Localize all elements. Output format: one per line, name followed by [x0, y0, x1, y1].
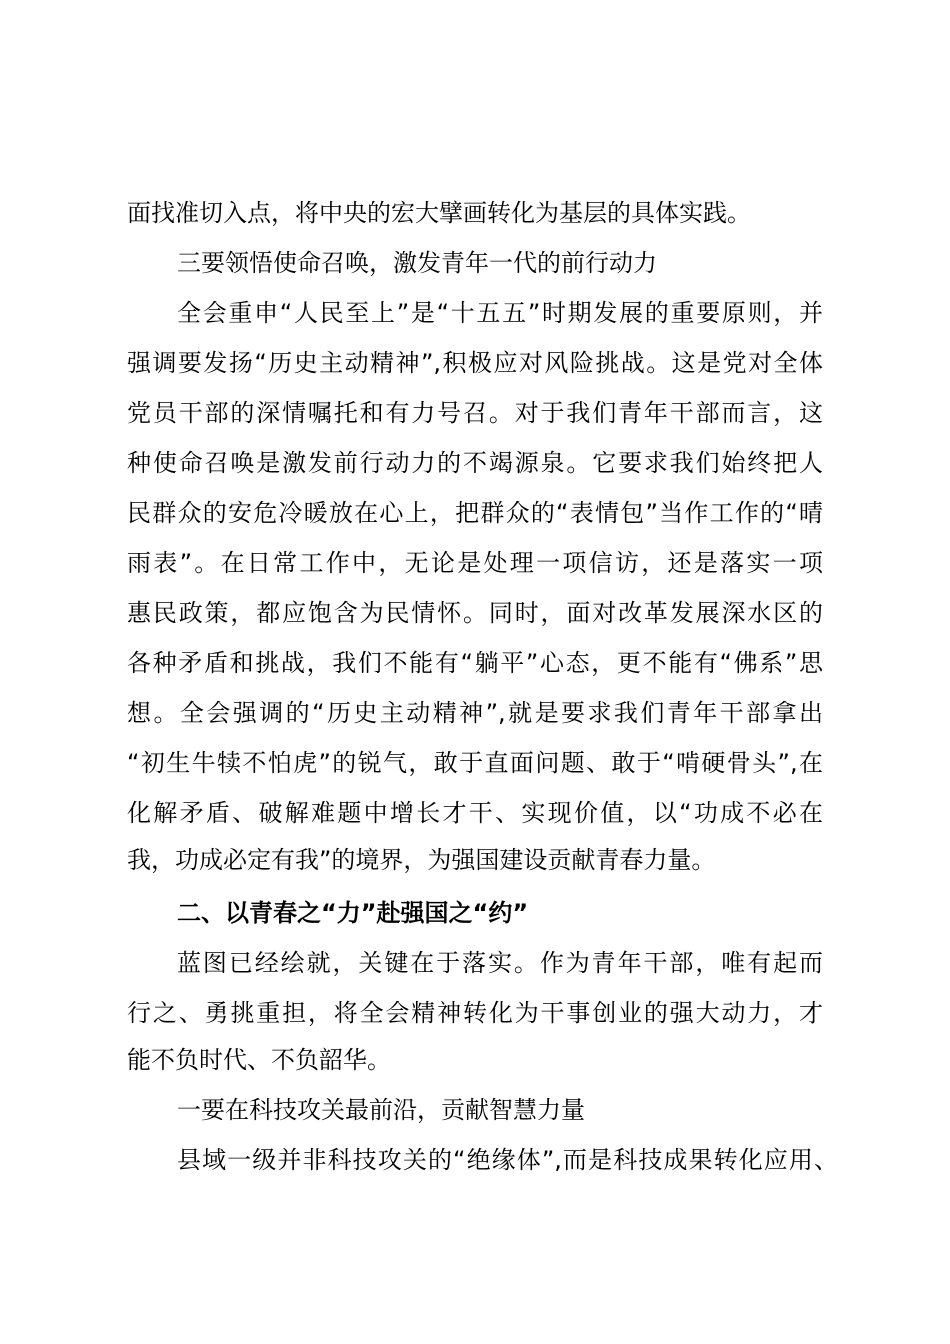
paragraph-line: 我，功成必定有我”的境界，为强国建设贡献青春力量。 [127, 846, 716, 874]
paragraph-line: 想。全会强调的“历史主动精神”,就是要求我们青年干部拿出 [127, 699, 823, 727]
paragraph-line: “初生牛犊不怕虎”的锐气，敢于直面问题、敢于“啃硬骨头”,在 [127, 749, 823, 777]
paragraph-line: 雨表”。在日常工作中，无论是处理一项信访，还是落实一项 [127, 549, 823, 577]
paragraph-line: 全会重申“人民至上”是“十五五”时期发展的重要原则，并 [177, 299, 823, 327]
paragraph-line: 化解矛盾、破解难题中增长才干、实现价值，以“功成不必在 [127, 799, 823, 827]
subheading-line: 三要领悟使命召唤，激发青年一代的前行动力 [177, 249, 657, 277]
paragraph-line: 惠民政策，都应饱含为民情怀。同时，面对改革发展深水区的 [127, 599, 823, 627]
section-heading: 二、以青春之“力”赴强国之“约” [177, 899, 529, 927]
paragraph-line: 面找准切入点，将中央的宏大擘画转化为基层的具体实践。 [127, 199, 751, 227]
paragraph-line: 民群众的安危冷暖放在心上，把群众的“表情包”当作工作的“晴 [127, 499, 823, 527]
paragraph-line: 能不负时代、不负韶华。 [127, 1046, 391, 1074]
subheading-line: 一要在科技攻关最前沿，贡献智慧力量 [177, 1096, 585, 1124]
paragraph-line: 蓝图已经绘就，关键在于落实。作为青年干部，唯有起而 [177, 949, 823, 977]
paragraph-line: 强调要发扬“历史主动精神”,积极应对风险挑战。这是党对全体 [127, 349, 823, 377]
paragraph-line: 党员干部的深情嘱托和有力号召。对于我们青年干部而言，这 [127, 399, 823, 427]
paragraph-line: 种使命召唤是激发前行动力的不竭源泉。它要求我们始终把人 [127, 449, 823, 477]
paragraph-line: 行之、勇挑重担，将全会精神转化为干事创业的强大动力，才 [127, 999, 823, 1027]
paragraph-line: 县域一级并非科技攻关的“绝缘体”,而是科技成果转化应用、 [177, 1146, 838, 1174]
paragraph-line: 各种矛盾和挑战，我们不能有“躺平”心态，更不能有“佛系”思 [127, 649, 823, 677]
